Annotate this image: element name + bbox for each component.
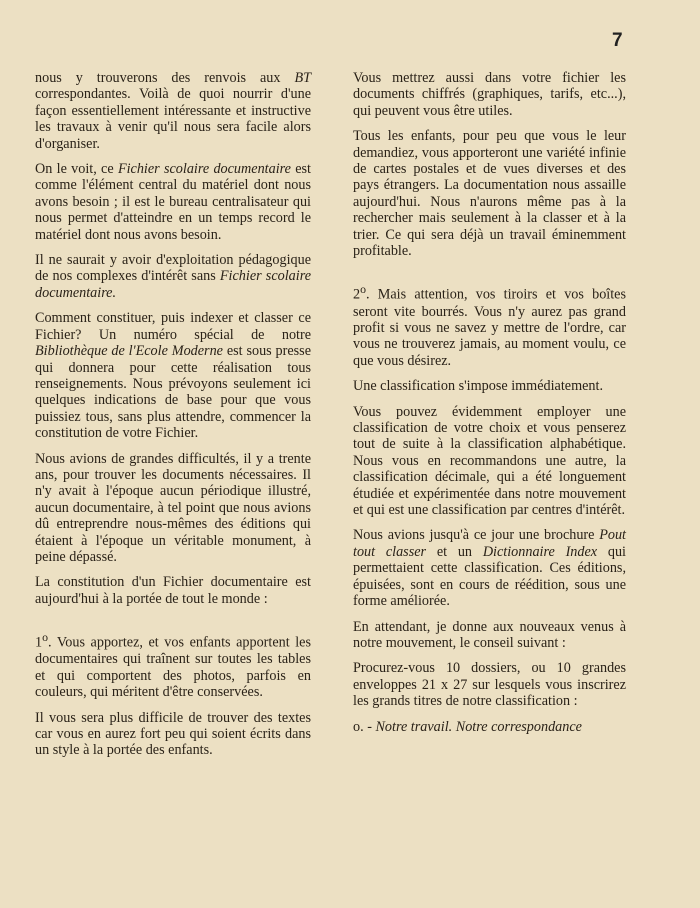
paragraph: Une classification s'impose immédiatement. (353, 378, 603, 395)
paragraph: En attendant, je donne aux nouveaux venus à notre mouvement, le conseil suivant : (353, 618, 626, 651)
paragraph: Il ne saurait y avoir d'exploitation pédagogique de nos complexes d'intérêt sans Fichier scolaire documentaire. (35, 252, 311, 301)
paragraph: o. - Notre travail. Notre correspondance (353, 718, 582, 735)
paragraph: Nous avions de grandes difficultés, il y a trente ans, pour trouver les documents nécessaires. Il n'y avait à l'époque aucun périodique illustré, aucun documentaire, à tel point que nous avions dû entreprendre nous-mêmes des éditions qui étaient à l'époque un véritable monument, à peine dépassé. (35, 450, 311, 565)
paragraph: 2$^o$. Mais attention, vos tiroirs et vos boîtes seront vite bourrés. Vous n'y aurez pas grand profit si vous ne savez y mettre de l'ordre, car vous ne trouverez jamais, au moment voulu, ce que vous désirez. (353, 282, 626, 369)
paragraph: Nous avions jusqu'à ce jour une brochure Pout tout classer et un Dictionnaire Index qui permettaient cette classification. Ces éditions, épuisées, sont en cours de réédition, sous une forme améliorée. (353, 527, 626, 610)
paragraph: La constitution d'un Fichier documentaire est aujourd'hui à la portée de tout le monde : (35, 574, 311, 607)
paragraph: Tous les enfants, pour peu que vous le leur demandiez, vous apporteront une variété infinie de cartes postales et de vues diverses et des pays étrangers. La documentation nous assaille aujourd'hui. Nous n'aurons même pas à la rechercher mais seulement à la classer et à la trier. Ce qui sera déjà un travail éminemment profitable. (353, 128, 626, 260)
paragraph: On le voit, ce Fichier scolaire documentaire est comme l'élément central du matériel dont nous avons besoin ; il est le bureau centralisateur qui nous permet d'atteindre en un temps record le matériel dont nous avons besoin. (35, 161, 311, 243)
left-column (35, 70, 311, 768)
paragraph: Procurez-vous 10 dossiers, ou 10 grandes enveloppes 21 x 27 sur lesquels vous inscrirez les grands titres de notre classification : (353, 660, 626, 710)
page-number: 7 (612, 30, 623, 51)
paragraph: 1$^o$. Vous apportez, et vos enfants apportent les documentaires qui traînent sur toutes les tables et qui comportent des photos, parfois en couleurs, qui méritent d'être conservées. (35, 630, 311, 701)
right-column (353, 70, 626, 744)
paragraph: Vous mettrez aussi dans votre fichier les documents chiffrés (graphiques, tarifs, etc...), qui peuvent vous être utiles. (353, 70, 626, 119)
paragraph: nous y trouverons des renvois aux BT correspondantes. Voilà de quoi nourrir d'une façon essentiellement intéressante et instructive les travaux à venir qu'il nous sera facile alors d'organiser. (35, 70, 311, 152)
paragraph: Il vous sera plus difficile de trouver des textes car vous en aurez fort peu qui soient écrits dans un style à la portée des enfants. (35, 709, 311, 759)
paragraph: Comment constituer, puis indexer et classer ce Fichier? Un numéro spécial de notre Bibliothèque de l'Ecole Moderne est sous presse qui donnera pour cette réalisation tous renseignements. Nous prévoyons seulement ici quelques indications de base pour que vous puissiez tous, sans plus attendre, commencer la constitution de votre Fichier. (35, 310, 311, 442)
paragraph: Vous pouvez évidemment employer une classification de votre choix et vous penserez tout de suite à la classification alphabétique. Nous vous en recommandons une autre, la classification décimale, qui a été longuement étudiée et expérimentée dans notre mouvement et qui est une classification par centres d'intérêt. (353, 403, 626, 519)
